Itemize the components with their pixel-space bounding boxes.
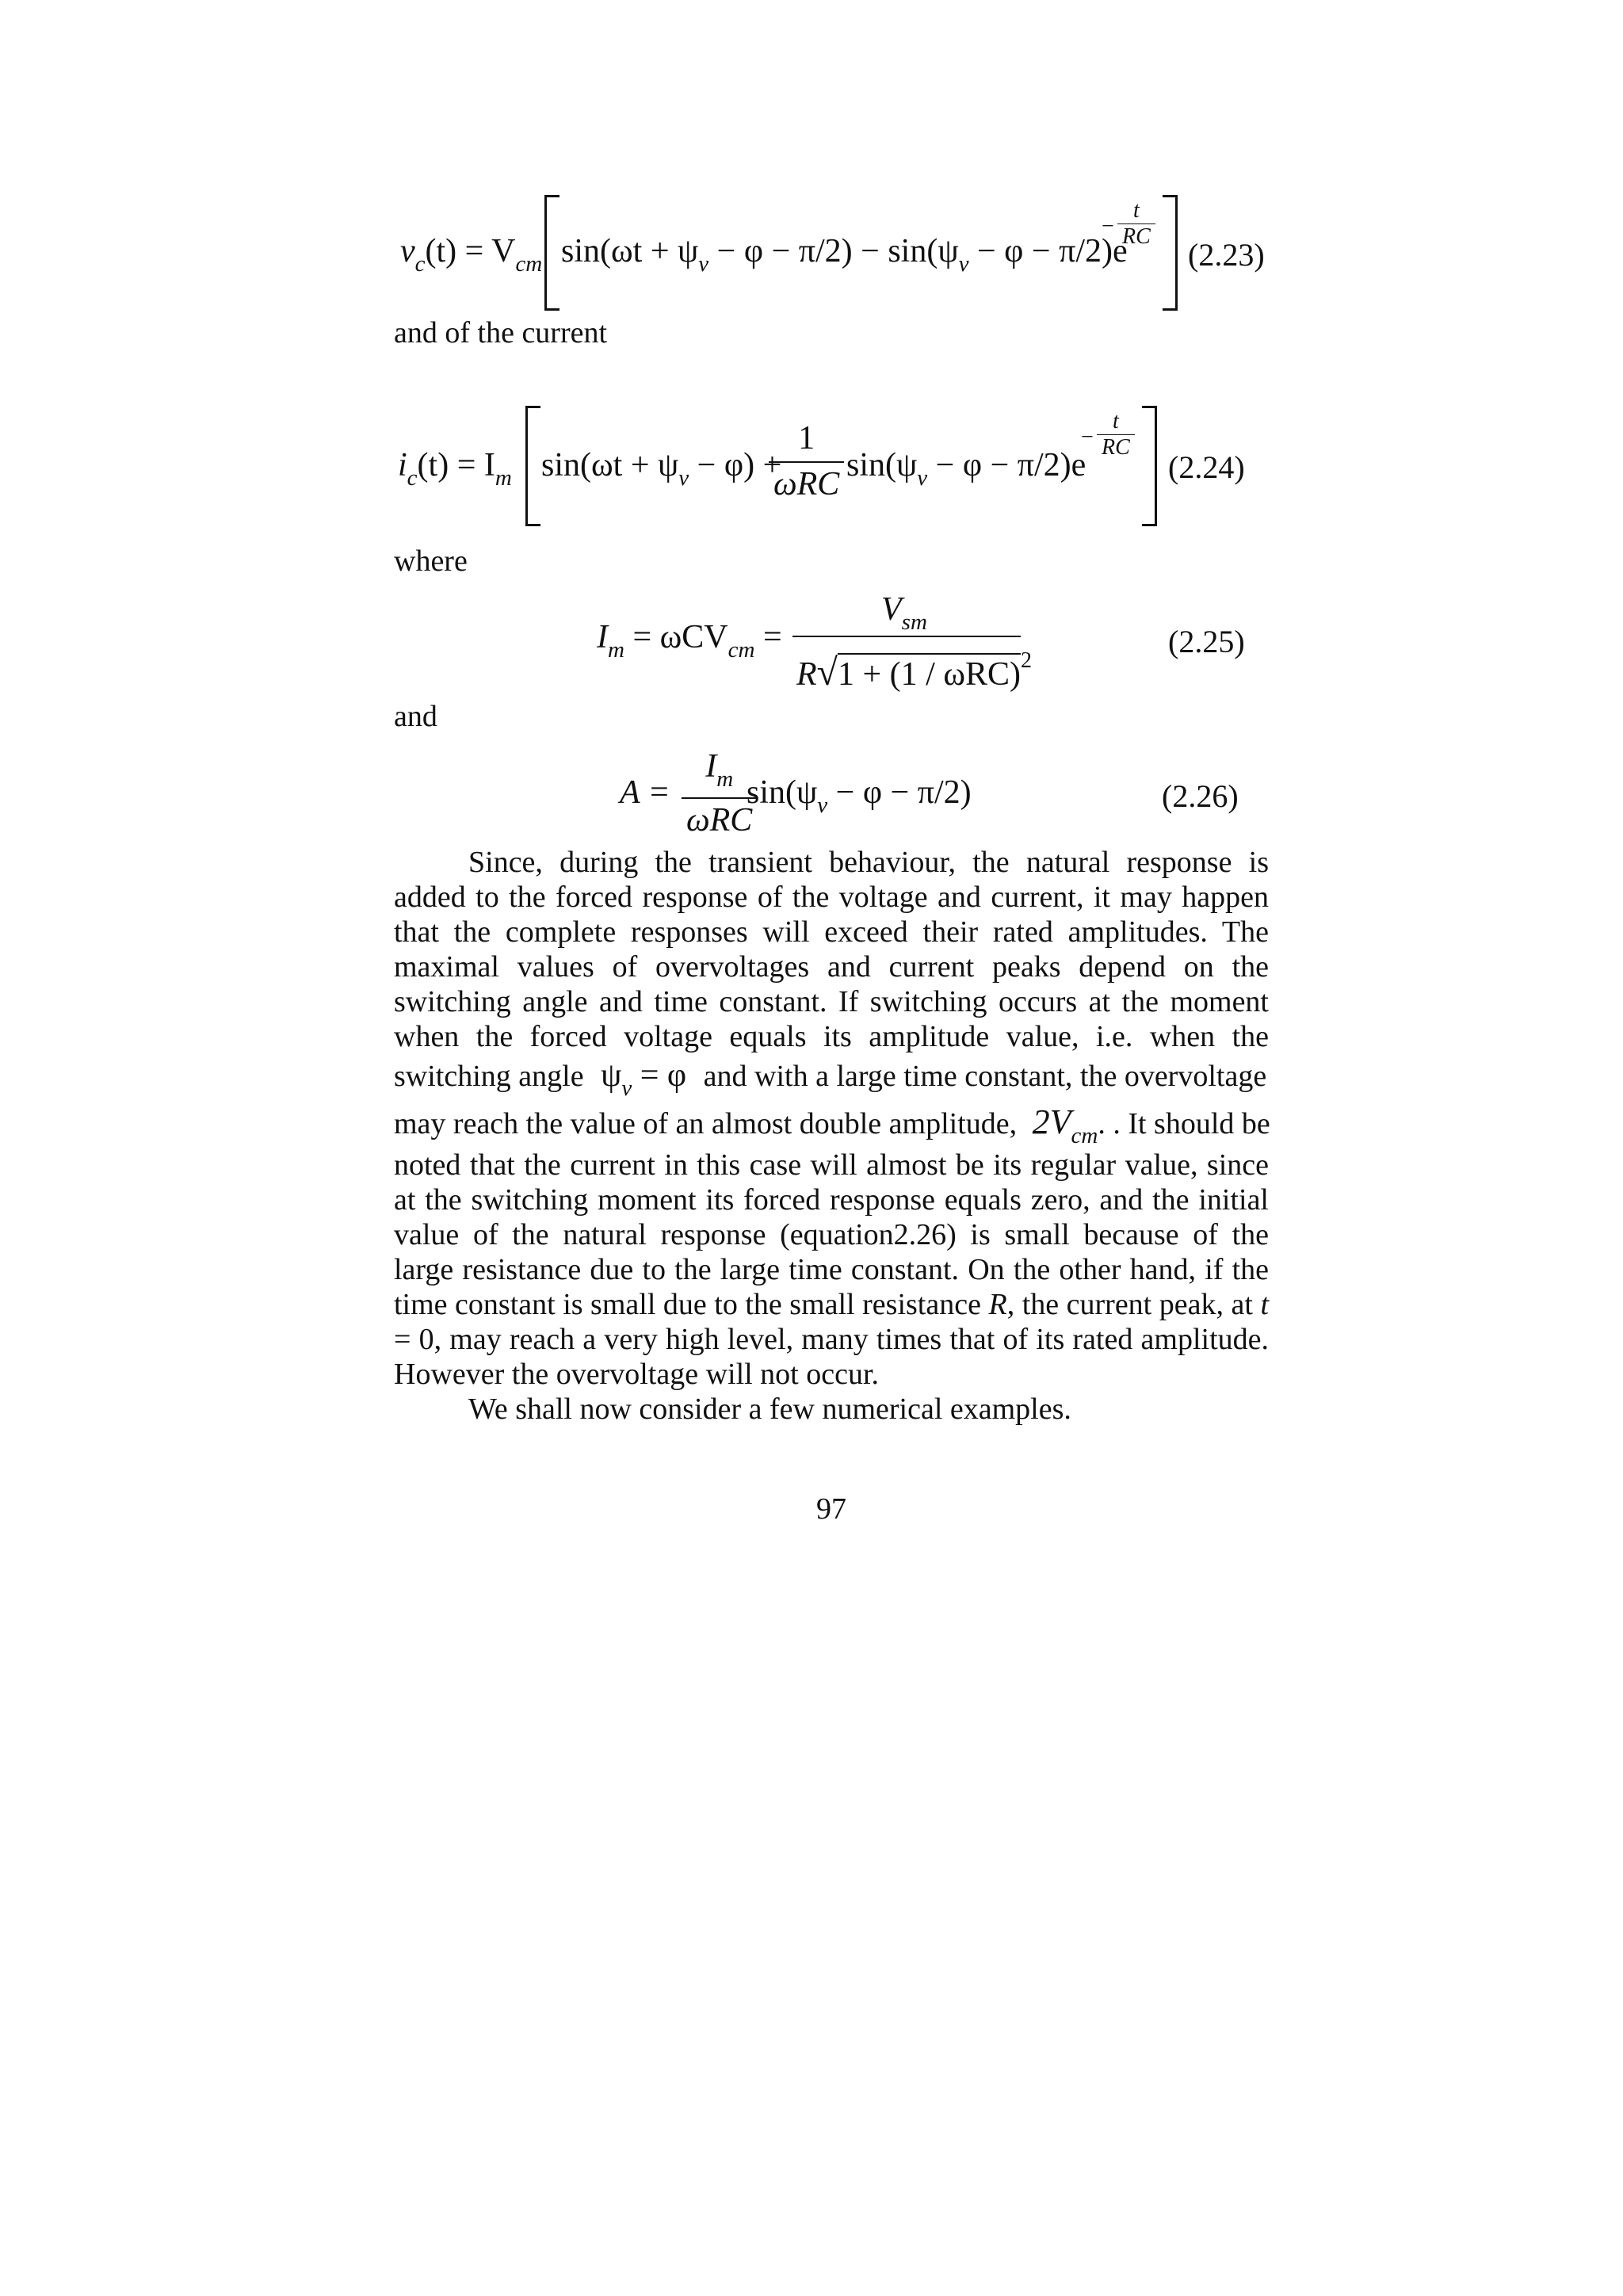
equation-2-24-body: $\sin(\omega t + \psi_v - \varphi)$ + [541, 447, 782, 491]
equation-number-2-25: (2.25) [1168, 624, 1245, 659]
text-where: where [394, 544, 468, 578]
equation-2-24-body-2: $\sin(\psi_v - \varphi - \pi/2)e$ [846, 447, 1086, 491]
text-and-of-the-current: and of the current [394, 316, 608, 350]
text-line-double-amplitude: may reach the value of an almost double amplitude, $2V_{cm}$. . It should be [394, 1102, 1270, 1148]
equation-2-23: $v_c(t) = V_{cm}$ [400, 233, 543, 277]
equation-2-26-fraction: $\frac{I_m}{\text{ωRC}}$ [682, 750, 757, 837]
equation-2-24: $i_c(t) = I_m$ [398, 447, 512, 491]
eq223-left-bracket [544, 195, 559, 311]
text-line: large resistance due to the large time constant. On the other hand, if the [394, 1253, 1269, 1286]
text-line-switching-angle: switching angle $\psi_v = \varphi$ and with a large time constant, the overvoltage [394, 1057, 1267, 1101]
equation-2-25-denominator: R√1 + (1 / ωRC)$^2$ [796, 648, 1032, 693]
text-line: However the overvoltage will not occur. [394, 1358, 880, 1391]
equation-number-2-26: (2.26) [1162, 778, 1239, 814]
equation-2-25-fraction-bar [792, 636, 1021, 637]
equation-number-2-24: (2.24) [1168, 449, 1245, 485]
eq224-left-bracket [525, 406, 540, 526]
body-paragraph [394, 845, 1269, 1054]
text-line: maximal values of overvoltages and current peaks depend on the [394, 950, 1269, 984]
equation-2-26: A = [620, 774, 670, 811]
equation-2-23-body: $\sin(\omega t + \psi_v - \varphi - \pi/2) - \sin(\psi_v - \varphi - \pi/2)e$ [561, 233, 1128, 277]
equation-number-2-23: (2.23) [1188, 237, 1265, 273]
body-paragraph-2 [394, 1148, 1269, 1427]
text-line: noted that the current in this case will almost be its regular value, since [394, 1148, 1269, 1182]
text-line: We shall now consider a few numerical examples. [468, 1392, 1071, 1426]
eq223-right-bracket [1163, 195, 1178, 311]
equation-2-26-body: $\sin(\psi_v - \varphi - \pi/2)$ [747, 774, 972, 818]
text-line: time constant is small due to the small resistance R, the current peak, at t [394, 1288, 1269, 1321]
equation-2-25-numerator: $V_{sm}$ [881, 591, 927, 635]
text-line: added to the forced response of the voltage and current, it may happen [394, 881, 1269, 914]
text-line: switching angle and time constant. If switching occurs at the moment [394, 985, 1269, 1018]
text-line: at the switching moment its forced response equals zero, and the initial [394, 1183, 1269, 1217]
text-line: value of the natural response (equation2.26) is small because of the [394, 1218, 1269, 1251]
text-line: when the forced voltage equals its amplitude value, i.e. when the [394, 1020, 1269, 1053]
equation-2-24-fraction: $\frac{1}{\text{ωRC}}$ [769, 422, 844, 501]
text-line: = 0, may reach a very high level, many times that of its rated amplitude. [394, 1323, 1269, 1356]
text-and: and [394, 700, 437, 733]
equation-2-25: $I_m = \omega CV_{cm}$ = [597, 619, 782, 663]
page-number: 97 [816, 1492, 846, 1526]
text-line: Since, during the transient behaviour, the natural response is [468, 846, 1269, 879]
eq224-right-bracket [1142, 406, 1157, 526]
text-line: that the complete responses will exceed their rated amplitudes. The [394, 915, 1269, 949]
